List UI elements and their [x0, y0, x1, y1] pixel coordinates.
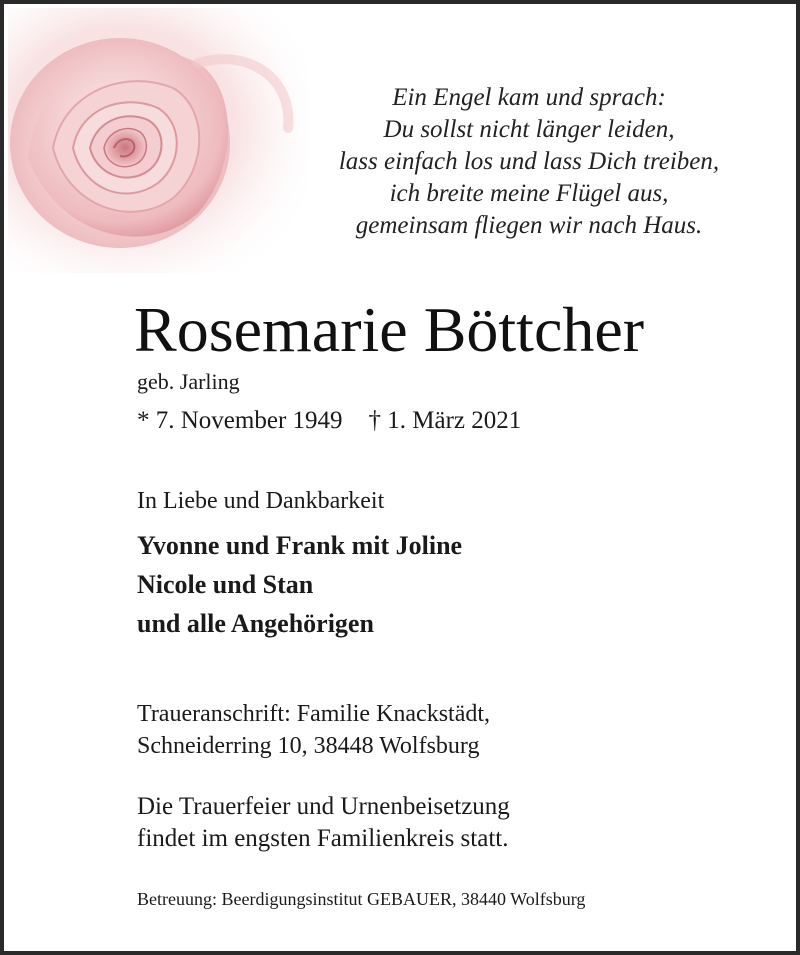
deceased-name: Rosemarie Böttcher [134, 294, 645, 365]
poem-line: ich breite meine Flügel aus, [389, 180, 669, 207]
poem-line: Ein Engel kam und sprach: [392, 84, 666, 111]
poem-line: lass einfach los und lass Dich treiben, [338, 148, 720, 175]
poem-line: Du sollst nicht länger leiden, [383, 116, 675, 143]
funeral-home-note: Betreuung: Beerdigungsinstitut GEBAUER, 38440 Wolfsburg [137, 889, 586, 909]
ceremony-line: Die Trauerfeier und Urnenbeisetzung [137, 793, 510, 820]
dedication: In Liebe und Dankbarkeit [137, 488, 385, 514]
birth-date: * 7. November 1949 [137, 407, 343, 434]
mourning-address [137, 698, 490, 762]
life-dates [137, 407, 521, 435]
ceremony-line: findet im engsten Familienkreis statt. [137, 825, 509, 852]
address-line: Schneiderring 10, 38448 Wolfsburg [137, 733, 480, 759]
mourner-line: und alle Angehörigen [137, 609, 374, 638]
rose-image [8, 8, 308, 273]
ceremony-note [137, 791, 510, 855]
birth-name: geb. Jarling [137, 369, 240, 394]
poem-line: gemeinsam fliegen wir nach Haus. [355, 212, 703, 239]
poem [304, 82, 754, 242]
death-date: † 1. März 2021 [368, 407, 522, 434]
mourner-line: Nicole und Stan [137, 570, 314, 599]
mourners-list [137, 526, 462, 643]
address-line: Traueranschrift: Familie Knackstädt, [137, 701, 491, 727]
mourner-line: Yvonne und Frank mit Joline [137, 531, 463, 560]
